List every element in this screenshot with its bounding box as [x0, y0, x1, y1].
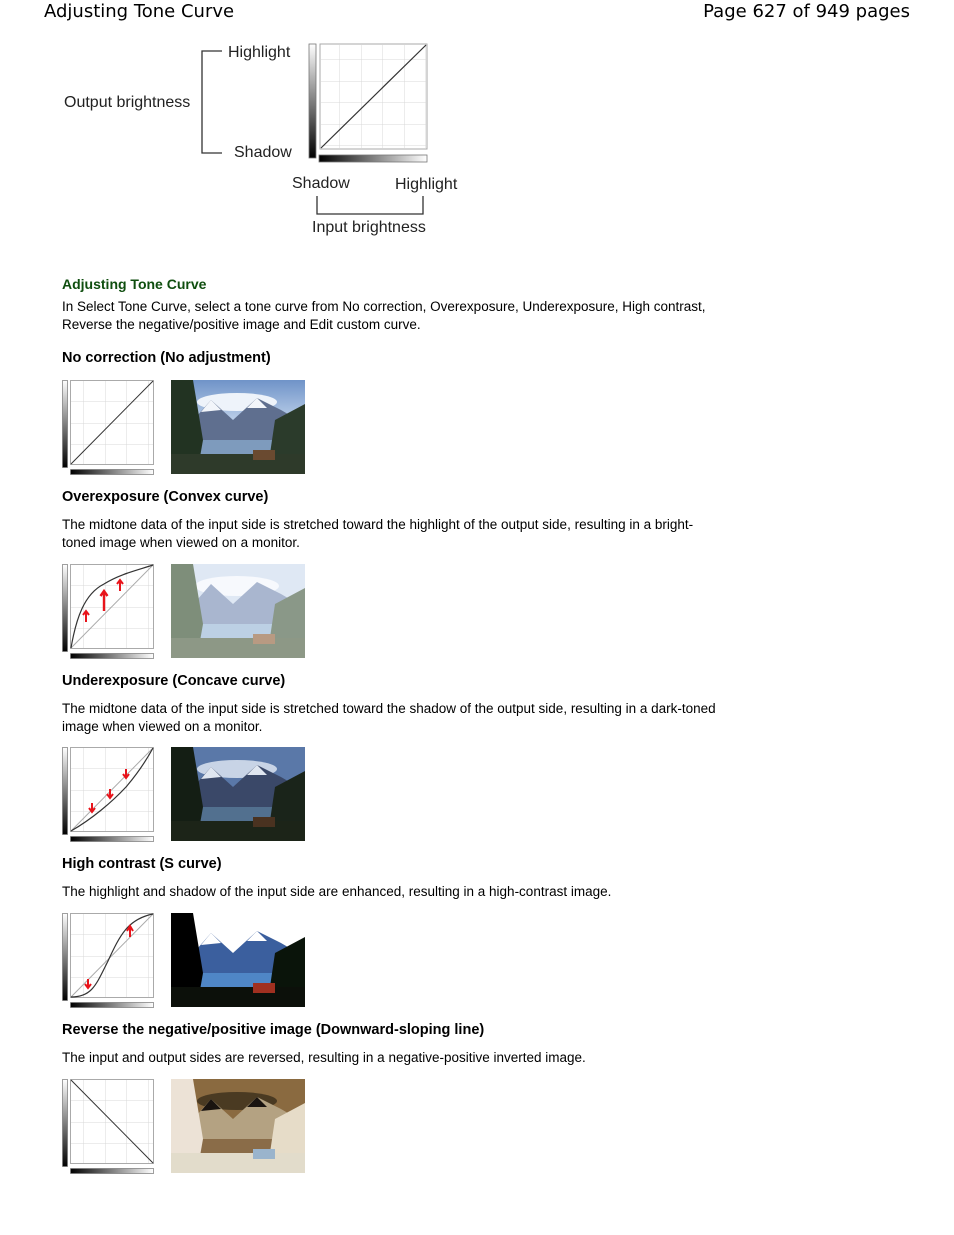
underexposure-photo [171, 747, 305, 841]
section-intro: In Select Tone Curve, select a tone curve from No correction, Overexposure, Underexposure, High contrast, Reverse the negative/positive image and Edit custom curve. [62, 299, 706, 332]
input-brightness-label: Input brightness [312, 219, 426, 236]
input-shadow-label: Shadow [292, 175, 350, 192]
high-contrast-heading: High contrast (S curve) [62, 856, 222, 872]
overexposure-description: The midtone data of the input side is stretched toward the highlight of the output side, resulting in a bright-toned image when viewed on a monitor. [62, 517, 694, 550]
output-brightness-label: Output brightness [64, 94, 191, 111]
output-shadow-label: Shadow [234, 144, 292, 161]
underexposure-heading: Underexposure (Concave curve) [62, 673, 286, 689]
high-contrast-description: The highlight and shadow of the input side are enhanced, resulting in a high-contrast image. [62, 884, 612, 899]
reverse-curve [62, 1079, 156, 1175]
high-contrast-curve [62, 913, 156, 1009]
underexposure-description: The midtone data of the input side is stretched toward the shadow of the output side, resulting in a dark-toned image when viewed on a monitor. [62, 701, 716, 734]
underexposure-curve [62, 747, 156, 843]
no-correction-curve [62, 380, 156, 476]
page-number: Page 627 of 949 pages [703, 1, 910, 22]
reverse-heading: Reverse the negative/positive image (Downward-sloping line) [62, 1022, 485, 1038]
section-heading: Adjusting Tone Curve [62, 276, 207, 292]
no-correction-photo [171, 380, 305, 474]
overexposure-curve [62, 564, 156, 660]
overexposure-heading: Overexposure (Convex curve) [62, 489, 269, 505]
tone-curve-diagram [60, 38, 480, 243]
page-title: Adjusting Tone Curve [44, 1, 235, 22]
output-highlight-label: Highlight [228, 44, 291, 61]
input-highlight-label: Highlight [395, 176, 458, 193]
reverse-description: The input and output sides are reversed, resulting in a negative-positive inverted image. [62, 1050, 586, 1065]
overexposure-photo [171, 564, 305, 658]
reverse-photo [171, 1079, 305, 1173]
no-correction-heading: No correction (No adjustment) [62, 350, 271, 366]
high-contrast-photo [171, 913, 305, 1007]
